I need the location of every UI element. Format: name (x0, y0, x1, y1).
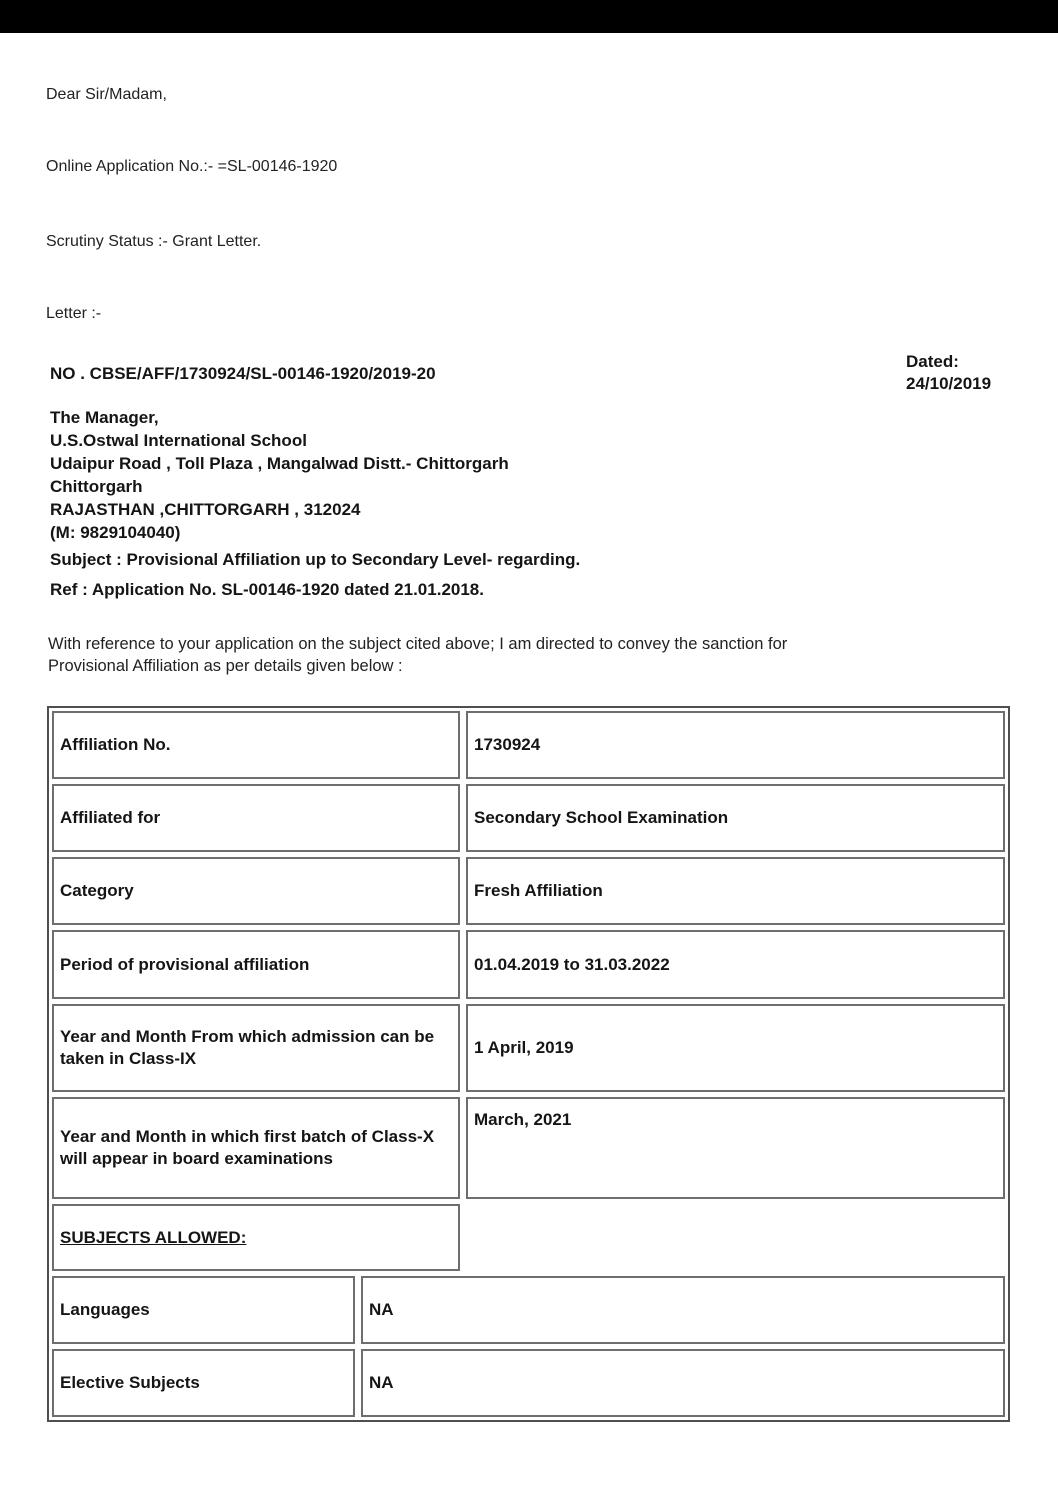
addressee-line: RAJASTHAN ,CHITTORGARH , 312024 (50, 500, 361, 519)
table-row (52, 1276, 1005, 1344)
row-label-cell: Affiliation No. (52, 711, 460, 779)
body-paragraph-line: Provisional Affiliation as per details given below : (48, 657, 403, 675)
table-row (52, 1349, 1005, 1417)
row-value-cell: NA (361, 1349, 1005, 1417)
row-label-cell: Year and Month From which admission can be taken in Class-IX (52, 1004, 460, 1092)
top-black-bar (0, 0, 1058, 33)
row-value-cell: March, 2021 (466, 1097, 1005, 1199)
letter-ref-number: NO . CBSE/AFF/1730924/SL-00146-1920/2019-20 (50, 364, 436, 383)
row-label-cell: Category (52, 857, 460, 925)
greeting-line: Dear Sir/Madam, (46, 86, 167, 103)
table-row (52, 930, 1005, 999)
table-section-row (52, 1204, 1005, 1271)
row-label-cell: Elective Subjects (52, 1349, 355, 1417)
affiliation-details-table (47, 706, 1010, 1422)
body-paragraph (48, 633, 998, 677)
row-value-cell: Secondary School Examination (466, 784, 1005, 852)
subject-line: Subject : Provisional Affiliation up to Secondary Level- regarding. (50, 550, 581, 569)
row-label-cell: Period of provisional affiliation (52, 930, 460, 999)
table-row (52, 857, 1005, 925)
letter-label: Letter :- (46, 305, 102, 322)
addressee-line: (M: 9829104040) (50, 523, 181, 542)
subjects-allowed-header-cell (52, 1204, 460, 1271)
addressee-line: The Manager, (50, 408, 159, 427)
row-value-cell: 1 April, 2019 (466, 1004, 1005, 1092)
dated-label: Dated: (906, 352, 959, 371)
body-paragraph-line: With reference to your application on the subject cited above; I am directed to convey the sanction for (48, 635, 788, 653)
addressee-block (50, 406, 509, 544)
table-row (52, 1097, 1005, 1199)
row-label-cell: Languages (52, 1276, 355, 1344)
application-no-line: Online Application No.:- =SL-00146-1920 (46, 158, 338, 175)
table-row (52, 1004, 1005, 1092)
subjects-allowed-header: SUBJECTS ALLOWED: (60, 1227, 247, 1247)
row-label-cell: Year and Month in which first batch of Class-X will appear in board examinations (52, 1097, 460, 1199)
addressee-line: Chittorgarh (50, 477, 143, 496)
table-row (52, 711, 1005, 779)
table-row (52, 784, 1005, 852)
dated-value: 24/10/2019 (906, 374, 992, 393)
scrutiny-status-line: Scrutiny Status :- Grant Letter. (46, 233, 262, 250)
row-value-cell: NA (361, 1276, 1005, 1344)
addressee-line: Udaipur Road , Toll Plaza , Mangalwad Distt.- Chittorgarh (50, 454, 509, 473)
addressee-line: U.S.Ostwal International School (50, 431, 307, 450)
row-value-cell: 1730924 (466, 711, 1005, 779)
row-value-cell: Fresh Affiliation (466, 857, 1005, 925)
row-value-cell: 01.04.2019 to 31.03.2022 (466, 930, 1005, 999)
dated-block (906, 351, 991, 395)
row-label-cell: Affiliated for (52, 784, 460, 852)
reference-line: Ref : Application No. SL-00146-1920 dated 21.01.2018. (50, 580, 484, 599)
